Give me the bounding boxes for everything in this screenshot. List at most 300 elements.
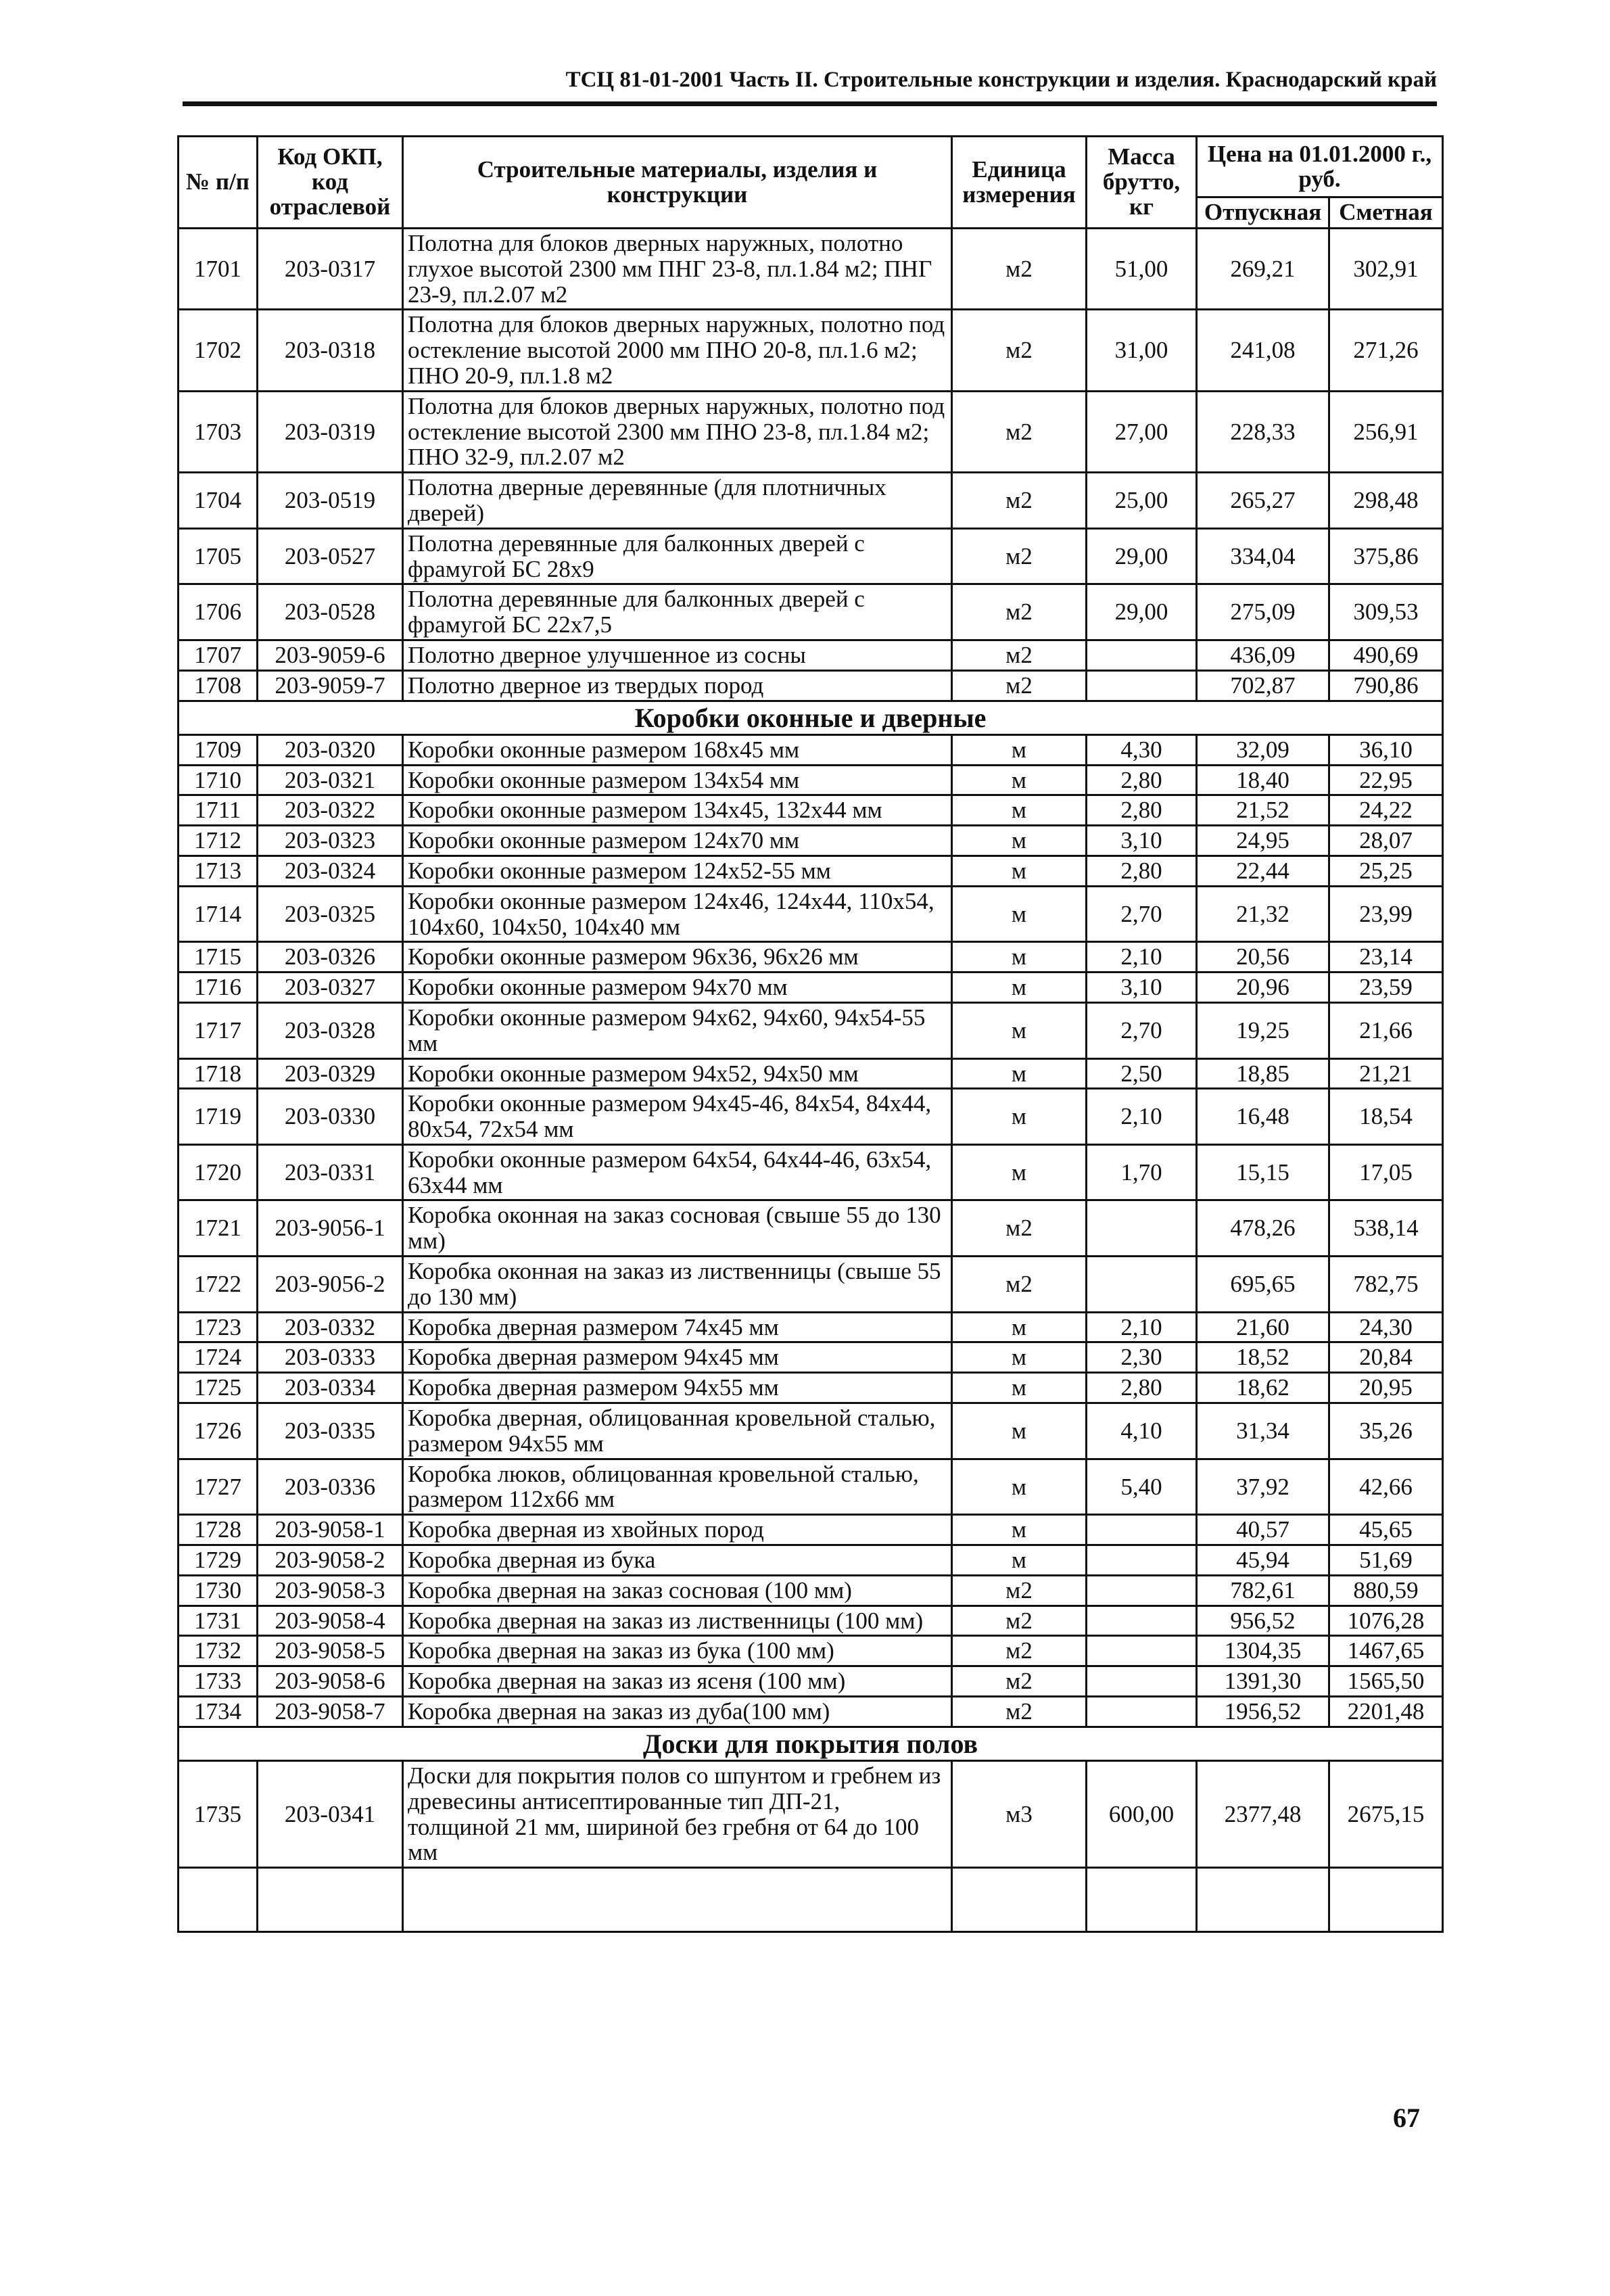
row-price-release: 24,95 xyxy=(1197,826,1329,856)
row-unit: м xyxy=(952,1515,1087,1545)
row-price-estimate: 538,14 xyxy=(1329,1200,1443,1257)
row-code: 203-9058-4 xyxy=(258,1606,403,1636)
row-price-estimate: 42,66 xyxy=(1329,1459,1443,1515)
empty-cell xyxy=(1087,1868,1197,1932)
row-code: 203-0319 xyxy=(258,391,403,472)
row-code: 203-9056-2 xyxy=(258,1257,403,1313)
row-price-estimate: 24,30 xyxy=(1329,1312,1443,1342)
row-unit: м2 xyxy=(952,1606,1087,1636)
row-num: 1712 xyxy=(179,826,258,856)
table-row xyxy=(179,1312,1443,1342)
row-mass xyxy=(1087,1666,1197,1697)
header-price-group: Цена на 01.01.2000 г., руб. xyxy=(1197,137,1443,197)
row-name: Коробки оконные размером 94х45-46, 84х54, 84х44, 80х54, 72х54 мм xyxy=(403,1089,952,1145)
row-code: 203-0527 xyxy=(258,528,403,584)
row-price-release: 37,92 xyxy=(1197,1459,1329,1515)
row-name: Коробки оконные размером 134х45, 132х44 мм xyxy=(403,795,952,826)
header-num: № п/п xyxy=(179,137,258,229)
row-num: 1718 xyxy=(179,1058,258,1089)
row-name: Коробки оконные размером 124х70 мм xyxy=(403,826,952,856)
row-price-release: 241,08 xyxy=(1197,310,1329,391)
row-price-release: 18,85 xyxy=(1197,1058,1329,1089)
row-mass: 4,10 xyxy=(1087,1403,1197,1459)
row-code: 203-0519 xyxy=(258,473,403,529)
table-row xyxy=(179,826,1443,856)
table-row xyxy=(179,584,1443,640)
row-unit: м xyxy=(952,1089,1087,1145)
row-mass xyxy=(1087,1606,1197,1636)
header-rule xyxy=(183,101,1437,106)
section-title: Доски для покрытия полов xyxy=(179,1727,1443,1760)
running-header: ТСЦ 81-01-2001 Часть II. Строительные конструкции и изделия. Краснодарский край xyxy=(565,68,1437,92)
row-price-estimate: 24,22 xyxy=(1329,795,1443,826)
row-price-estimate: 490,69 xyxy=(1329,640,1443,670)
row-name: Коробка дверная на заказ из дуба(100 мм) xyxy=(403,1697,952,1727)
row-unit: м2 xyxy=(952,473,1087,529)
table-row xyxy=(179,670,1443,701)
row-unit: м2 xyxy=(952,584,1087,640)
row-num: 1735 xyxy=(179,1761,258,1868)
row-code: 203-0325 xyxy=(258,886,403,942)
row-unit: м2 xyxy=(952,391,1087,472)
row-code: 203-0317 xyxy=(258,229,403,310)
table-row xyxy=(179,528,1443,584)
row-num: 1715 xyxy=(179,942,258,973)
row-unit: м xyxy=(952,1002,1087,1058)
table-row xyxy=(179,1459,1443,1515)
row-price-release: 21,32 xyxy=(1197,886,1329,942)
row-price-release: 18,40 xyxy=(1197,765,1329,795)
row-mass: 3,10 xyxy=(1087,826,1197,856)
row-unit: м2 xyxy=(952,528,1087,584)
row-price-release: 436,09 xyxy=(1197,640,1329,670)
row-name: Коробки оконные размером 94х62, 94х60, 94х54-55 мм xyxy=(403,1002,952,1058)
row-code: 203-0327 xyxy=(258,973,403,1003)
row-price-estimate: 880,59 xyxy=(1329,1575,1443,1606)
row-num: 1732 xyxy=(179,1636,258,1666)
row-price-estimate: 375,86 xyxy=(1329,528,1443,584)
row-mass: 4,30 xyxy=(1087,734,1197,765)
row-price-estimate: 17,05 xyxy=(1329,1144,1443,1200)
row-unit: м2 xyxy=(952,640,1087,670)
row-price-release: 40,57 xyxy=(1197,1515,1329,1545)
row-code: 203-0332 xyxy=(258,1312,403,1342)
row-mass: 2,80 xyxy=(1087,856,1197,886)
row-num: 1729 xyxy=(179,1545,258,1576)
table-row xyxy=(179,1257,1443,1313)
row-num: 1722 xyxy=(179,1257,258,1313)
table-row xyxy=(179,1575,1443,1606)
table-row xyxy=(179,1403,1443,1459)
row-mass: 2,30 xyxy=(1087,1342,1197,1373)
row-mass: 27,00 xyxy=(1087,391,1197,472)
row-price-estimate: 28,07 xyxy=(1329,826,1443,856)
row-price-release: 19,25 xyxy=(1197,1002,1329,1058)
row-unit: м3 xyxy=(952,1761,1087,1868)
row-num: 1724 xyxy=(179,1342,258,1373)
table-row xyxy=(179,1002,1443,1058)
row-mass: 51,00 xyxy=(1087,229,1197,310)
row-mass: 2,10 xyxy=(1087,942,1197,973)
row-code: 203-0326 xyxy=(258,942,403,973)
row-price-release: 269,21 xyxy=(1197,229,1329,310)
row-price-estimate: 20,95 xyxy=(1329,1373,1443,1403)
row-mass xyxy=(1087,1515,1197,1545)
row-num: 1714 xyxy=(179,886,258,942)
row-name: Коробки оконные размером 96х36, 96х26 мм xyxy=(403,942,952,973)
row-unit: м2 xyxy=(952,310,1087,391)
row-price-estimate: 36,10 xyxy=(1329,734,1443,765)
row-num: 1728 xyxy=(179,1515,258,1545)
row-code: 203-0328 xyxy=(258,1002,403,1058)
row-price-estimate: 18,54 xyxy=(1329,1089,1443,1145)
row-price-estimate: 1565,50 xyxy=(1329,1666,1443,1697)
row-price-release: 32,09 xyxy=(1197,734,1329,765)
row-mass: 2,50 xyxy=(1087,1058,1197,1089)
empty-cell xyxy=(258,1868,403,1932)
table-body xyxy=(179,229,1443,1932)
row-name: Полотно дверное улучшенное из сосны xyxy=(403,640,952,670)
row-name: Коробка дверная на заказ из ясеня (100 мм) xyxy=(403,1666,952,1697)
row-num: 1704 xyxy=(179,473,258,529)
row-mass xyxy=(1087,640,1197,670)
header-price-release: Отпускная xyxy=(1197,197,1329,229)
row-unit: м2 xyxy=(952,670,1087,701)
row-price-release: 275,09 xyxy=(1197,584,1329,640)
row-mass: 29,00 xyxy=(1087,584,1197,640)
row-mass xyxy=(1087,1575,1197,1606)
row-unit: м xyxy=(952,1403,1087,1459)
row-num: 1717 xyxy=(179,1002,258,1058)
table-row xyxy=(179,391,1443,472)
table-row xyxy=(179,1697,1443,1727)
row-name: Коробки оконные размером 94х52, 94х50 мм xyxy=(403,1058,952,1089)
table-row xyxy=(179,973,1443,1003)
table-row xyxy=(179,229,1443,310)
row-mass: 2,80 xyxy=(1087,1373,1197,1403)
row-mass xyxy=(1087,1636,1197,1666)
table-row xyxy=(179,1089,1443,1145)
row-price-release: 21,52 xyxy=(1197,795,1329,826)
row-name: Коробки оконные размером 64х54, 64х44-46, 63х54, 63х44 мм xyxy=(403,1144,952,1200)
header-mass: Масса брутто, кг xyxy=(1087,137,1197,229)
row-code: 203-0341 xyxy=(258,1761,403,1868)
row-mass: 2,70 xyxy=(1087,1002,1197,1058)
row-unit: м2 xyxy=(952,1697,1087,1727)
row-num: 1708 xyxy=(179,670,258,701)
row-code: 203-0318 xyxy=(258,310,403,391)
section-header-row xyxy=(179,701,1443,734)
row-price-estimate: 23,59 xyxy=(1329,973,1443,1003)
row-code: 203-0321 xyxy=(258,765,403,795)
row-name: Полотно дверное из твердых пород xyxy=(403,670,952,701)
row-unit: м xyxy=(952,886,1087,942)
row-mass: 2,10 xyxy=(1087,1312,1197,1342)
row-unit: м xyxy=(952,942,1087,973)
row-mass: 2,80 xyxy=(1087,765,1197,795)
row-price-release: 1391,30 xyxy=(1197,1666,1329,1697)
row-num: 1702 xyxy=(179,310,258,391)
row-name: Коробки оконные размером 124х52-55 мм xyxy=(403,856,952,886)
row-unit: м xyxy=(952,1058,1087,1089)
row-price-estimate: 35,26 xyxy=(1329,1403,1443,1459)
row-unit: м xyxy=(952,734,1087,765)
row-code: 203-0329 xyxy=(258,1058,403,1089)
row-price-release: 45,94 xyxy=(1197,1545,1329,1576)
row-num: 1711 xyxy=(179,795,258,826)
row-price-release: 20,56 xyxy=(1197,942,1329,973)
row-name: Коробка оконная на заказ сосновая (свыше 55 до 130 мм) xyxy=(403,1200,952,1257)
row-name: Полотна деревянные для балконных дверей с фрамугой БС 22х7,5 xyxy=(403,584,952,640)
row-price-release: 334,04 xyxy=(1197,528,1329,584)
row-price-release: 702,87 xyxy=(1197,670,1329,701)
row-mass: 3,10 xyxy=(1087,973,1197,1003)
row-code: 203-9058-2 xyxy=(258,1545,403,1576)
table-row xyxy=(179,640,1443,670)
row-num: 1706 xyxy=(179,584,258,640)
row-name: Коробка дверная, облицованная кровельной сталью, размером 94х55 мм xyxy=(403,1403,952,1459)
row-name: Коробка дверная на заказ из лиственницы (100 мм) xyxy=(403,1606,952,1636)
row-name: Коробка дверная размером 94х55 мм xyxy=(403,1373,952,1403)
section-header-row xyxy=(179,1727,1443,1760)
table-row xyxy=(179,1058,1443,1089)
row-price-release: 21,60 xyxy=(1197,1312,1329,1342)
row-price-release: 2377,48 xyxy=(1197,1761,1329,1868)
row-name: Коробки оконные размером 134х54 мм xyxy=(403,765,952,795)
table-row xyxy=(179,942,1443,973)
row-code: 203-0322 xyxy=(258,795,403,826)
row-price-estimate: 271,26 xyxy=(1329,310,1443,391)
row-mass xyxy=(1087,1545,1197,1576)
header-unit: Единица измерения xyxy=(952,137,1087,229)
row-name: Полотна для блоков дверных наружных, полотно под остекление высотой 2000 мм ПНО 20-8, пл.1.6 м2; ПНО 20-9, пл.1.8 м2 xyxy=(403,310,952,391)
row-price-estimate: 23,99 xyxy=(1329,886,1443,942)
row-code: 203-0331 xyxy=(258,1144,403,1200)
row-unit: м xyxy=(952,856,1087,886)
row-price-release: 20,96 xyxy=(1197,973,1329,1003)
table-row xyxy=(179,1200,1443,1257)
row-price-release: 956,52 xyxy=(1197,1606,1329,1636)
row-unit: м xyxy=(952,1459,1087,1515)
row-num: 1713 xyxy=(179,856,258,886)
row-price-estimate: 302,91 xyxy=(1329,229,1443,310)
row-unit: м xyxy=(952,1312,1087,1342)
row-price-release: 1304,35 xyxy=(1197,1636,1329,1666)
row-num: 1727 xyxy=(179,1459,258,1515)
row-price-estimate: 782,75 xyxy=(1329,1257,1443,1313)
row-num: 1709 xyxy=(179,734,258,765)
row-price-estimate: 2201,48 xyxy=(1329,1697,1443,1727)
row-price-estimate: 21,66 xyxy=(1329,1002,1443,1058)
row-unit: м2 xyxy=(952,1200,1087,1257)
row-code: 203-0528 xyxy=(258,584,403,640)
row-unit: м2 xyxy=(952,1257,1087,1313)
row-mass xyxy=(1087,670,1197,701)
table-row xyxy=(179,1606,1443,1636)
row-name: Коробка дверная размером 94х45 мм xyxy=(403,1342,952,1373)
empty-cell xyxy=(179,1868,258,1932)
table-header xyxy=(179,137,1443,229)
row-code: 203-0336 xyxy=(258,1459,403,1515)
row-price-estimate: 23,14 xyxy=(1329,942,1443,973)
row-name: Полотна деревянные для балконных дверей с фрамугой БС 28х9 xyxy=(403,528,952,584)
row-mass xyxy=(1087,1697,1197,1727)
row-mass: 600,00 xyxy=(1087,1761,1197,1868)
row-num: 1726 xyxy=(179,1403,258,1459)
row-num: 1720 xyxy=(179,1144,258,1200)
table-row xyxy=(179,1373,1443,1403)
row-price-estimate: 298,48 xyxy=(1329,473,1443,529)
row-mass: 29,00 xyxy=(1087,528,1197,584)
row-num: 1721 xyxy=(179,1200,258,1257)
row-name: Коробки оконные размером 94х70 мм xyxy=(403,973,952,1003)
row-price-release: 15,15 xyxy=(1197,1144,1329,1200)
row-code: 203-9056-1 xyxy=(258,1200,403,1257)
row-code: 203-0333 xyxy=(258,1342,403,1373)
row-name: Коробка люков, облицованная кровельной сталью, размером 112х66 мм xyxy=(403,1459,952,1515)
section-title: Коробки оконные и дверные xyxy=(179,701,1443,734)
row-num: 1725 xyxy=(179,1373,258,1403)
table-row xyxy=(179,473,1443,529)
row-name: Коробка дверная из бука xyxy=(403,1545,952,1576)
table-row xyxy=(179,886,1443,942)
row-unit: м xyxy=(952,1342,1087,1373)
row-num: 1716 xyxy=(179,973,258,1003)
row-code: 203-9058-6 xyxy=(258,1666,403,1697)
row-code: 203-9058-1 xyxy=(258,1515,403,1545)
row-unit: м xyxy=(952,1545,1087,1576)
row-price-estimate: 256,91 xyxy=(1329,391,1443,472)
table-row xyxy=(179,1342,1443,1373)
table-row xyxy=(179,734,1443,765)
row-price-estimate: 1076,28 xyxy=(1329,1606,1443,1636)
row-code: 203-0324 xyxy=(258,856,403,886)
empty-table-row xyxy=(179,1868,1443,1932)
table-row xyxy=(179,765,1443,795)
row-price-estimate: 21,21 xyxy=(1329,1058,1443,1089)
row-mass: 25,00 xyxy=(1087,473,1197,529)
row-code: 203-0320 xyxy=(258,734,403,765)
table-row xyxy=(179,310,1443,391)
row-name: Коробка дверная из хвойных пород xyxy=(403,1515,952,1545)
row-num: 1710 xyxy=(179,765,258,795)
row-price-release: 18,52 xyxy=(1197,1342,1329,1373)
row-mass: 2,10 xyxy=(1087,1089,1197,1145)
row-mass: 1,70 xyxy=(1087,1144,1197,1200)
empty-cell xyxy=(1329,1868,1443,1932)
row-price-release: 31,34 xyxy=(1197,1403,1329,1459)
row-unit: м2 xyxy=(952,1666,1087,1697)
empty-cell xyxy=(1197,1868,1329,1932)
row-mass: 2,70 xyxy=(1087,886,1197,942)
row-num: 1731 xyxy=(179,1606,258,1636)
row-name: Коробка дверная на заказ сосновая (100 мм) xyxy=(403,1575,952,1606)
row-name: Коробки оконные размером 124х46, 124х44, 110х54, 104х60, 104х50, 104х40 мм xyxy=(403,886,952,942)
row-name: Доски для покрытия полов со шпунтом и гребнем из древесины антисептированные тип ДП-21, толщиной 21 мм, шириной без гребня от 64 до 100 мм xyxy=(403,1761,952,1868)
row-unit: м xyxy=(952,1144,1087,1200)
row-price-estimate: 1467,65 xyxy=(1329,1636,1443,1666)
row-code: 203-9059-6 xyxy=(258,640,403,670)
row-price-release: 782,61 xyxy=(1197,1575,1329,1606)
row-mass: 5,40 xyxy=(1087,1459,1197,1515)
row-mass: 2,80 xyxy=(1087,795,1197,826)
row-name: Коробки оконные размером 168х45 мм xyxy=(403,734,952,765)
row-unit: м xyxy=(952,765,1087,795)
row-name: Полотна для блоков дверных наружных, полотно под остекление высотой 2300 мм ПНО 23-8, пл.1.84 м2; ПНО 32-9, пл.2.07 м2 xyxy=(403,391,952,472)
empty-cell xyxy=(952,1868,1087,1932)
row-price-release: 1956,52 xyxy=(1197,1697,1329,1727)
price-table xyxy=(177,135,1444,1933)
table-row xyxy=(179,1144,1443,1200)
row-unit: м xyxy=(952,1373,1087,1403)
row-mass: 31,00 xyxy=(1087,310,1197,391)
row-code: 203-9059-7 xyxy=(258,670,403,701)
row-name: Коробка дверная размером 74х45 мм xyxy=(403,1312,952,1342)
row-num: 1733 xyxy=(179,1666,258,1697)
empty-cell xyxy=(403,1868,952,1932)
row-num: 1707 xyxy=(179,640,258,670)
row-num: 1719 xyxy=(179,1089,258,1145)
row-name: Коробка дверная на заказ из бука (100 мм) xyxy=(403,1636,952,1666)
row-price-release: 478,26 xyxy=(1197,1200,1329,1257)
table-row xyxy=(179,1761,1443,1868)
row-unit: м2 xyxy=(952,1575,1087,1606)
row-unit: м2 xyxy=(952,229,1087,310)
row-price-release: 265,27 xyxy=(1197,473,1329,529)
row-code: 203-9058-5 xyxy=(258,1636,403,1666)
row-num: 1723 xyxy=(179,1312,258,1342)
table-row xyxy=(179,795,1443,826)
row-code: 203-9058-7 xyxy=(258,1697,403,1727)
row-num: 1730 xyxy=(179,1575,258,1606)
row-price-release: 18,62 xyxy=(1197,1373,1329,1403)
table-row xyxy=(179,1666,1443,1697)
row-code: 203-0323 xyxy=(258,826,403,856)
header-price-estimate: Сметная xyxy=(1329,197,1443,229)
table-row xyxy=(179,1636,1443,1666)
page-number: 67 xyxy=(1393,2103,1420,2133)
row-price-estimate: 51,69 xyxy=(1329,1545,1443,1576)
row-price-estimate: 45,65 xyxy=(1329,1515,1443,1545)
row-num: 1701 xyxy=(179,229,258,310)
row-price-release: 695,65 xyxy=(1197,1257,1329,1313)
row-num: 1703 xyxy=(179,391,258,472)
row-code: 203-0335 xyxy=(258,1403,403,1459)
row-unit: м xyxy=(952,795,1087,826)
row-unit: м xyxy=(952,826,1087,856)
row-name: Коробка оконная на заказ из лиственницы (свыше 55 до 130 мм) xyxy=(403,1257,952,1313)
row-mass xyxy=(1087,1257,1197,1313)
row-code: 203-0330 xyxy=(258,1089,403,1145)
row-price-estimate: 790,86 xyxy=(1329,670,1443,701)
table-row xyxy=(179,1515,1443,1545)
header-name: Строительные материалы, изделия и конструкции xyxy=(403,137,952,229)
row-name: Полотна дверные деревянные (для плотничных дверей) xyxy=(403,473,952,529)
row-code: 203-0334 xyxy=(258,1373,403,1403)
row-price-estimate: 309,53 xyxy=(1329,584,1443,640)
row-name: Полотна для блоков дверных наружных, полотно глухое высотой 2300 мм ПНГ 23-8, пл.1.84 м2; ПНГ 23-9, пл.2.07 м2 xyxy=(403,229,952,310)
row-price-estimate: 22,95 xyxy=(1329,765,1443,795)
header-code: Код ОКП, код отраслевой xyxy=(258,137,403,229)
row-unit: м2 xyxy=(952,1636,1087,1666)
table-row xyxy=(179,1545,1443,1576)
row-num: 1734 xyxy=(179,1697,258,1727)
row-code: 203-9058-3 xyxy=(258,1575,403,1606)
row-mass xyxy=(1087,1200,1197,1257)
row-price-estimate: 2675,15 xyxy=(1329,1761,1443,1868)
row-price-release: 16,48 xyxy=(1197,1089,1329,1145)
row-unit: м xyxy=(952,973,1087,1003)
